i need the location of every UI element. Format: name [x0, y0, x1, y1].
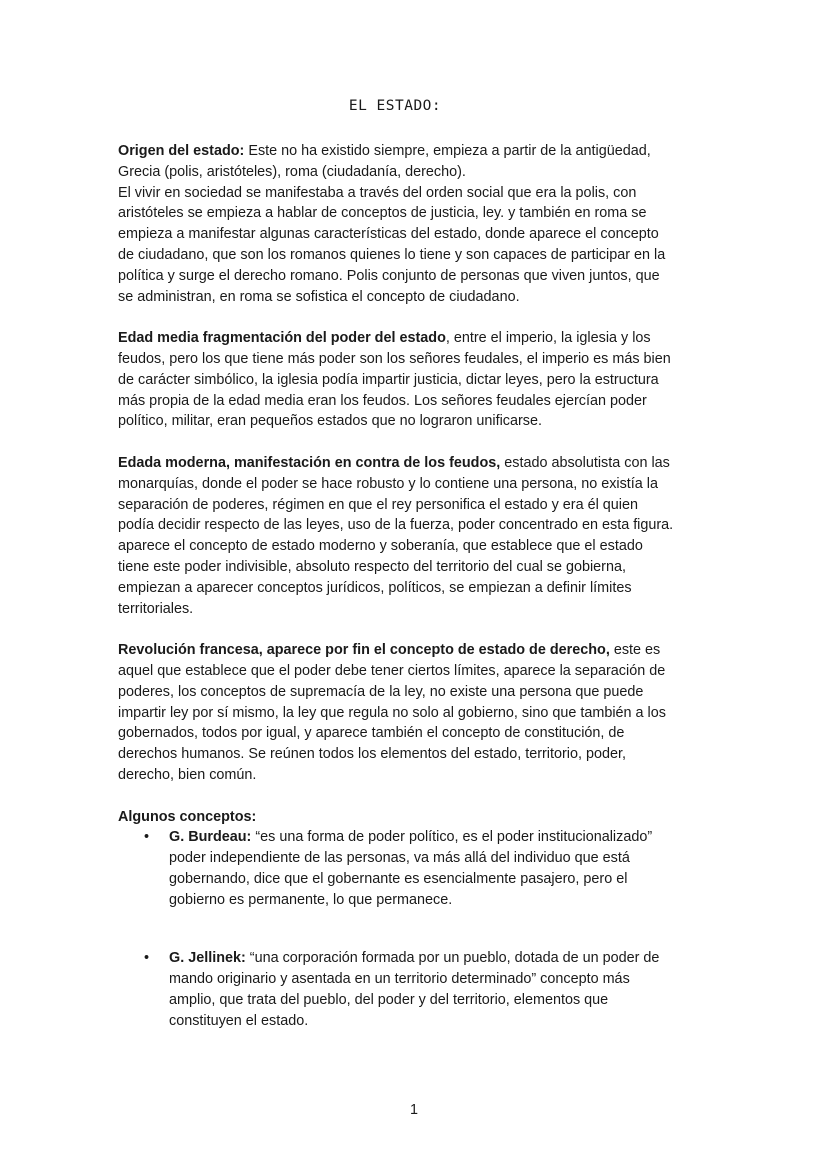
paragraph-lead: Revolución francesa, aparece por fin el concepto de estado de derecho, — [118, 642, 610, 659]
paragraph-text: Este no ha existido siempre, empieza a partir de la antigüedad, Grecia (polis, aristóteles), roma (ciudadanía, derecho). El vivir en sociedad se manifestaba a través del orden social que era la polis, con aristóteles se empieza a hablar de conceptos de justicia, ley. y también en roma se empieza a manifestar algunas características del estado, donde aparece el concepto de ciudadano, que son los romanos quienes lo tiene y son capaces de participar en la política y surge el derecho romano. Polis conjunto de personas que viven juntos, que se administran, en roma se sofistica el concepto de ciudadano. — [118, 143, 666, 305]
paragraph-text: este es aquel que establece que el poder debe tener ciertos límites, aparece la separación de poderes, los conceptos de supremacía de la ley, no existe una persona que puede impartir ley por sí mismo, la ley que regula no solo al gobierno, sino que también a los gobernados, todos por igual, y aparece también el concepto de constitución, de derechos humanos. Se reúnen todos los elementos del estado, territorio, poder, derecho, bien común. — [118, 642, 666, 783]
paragraph-origen — [118, 141, 718, 307]
document-body — [118, 141, 718, 1032]
page-number: 1 — [409, 1102, 418, 1118]
bullet-icon: • — [144, 950, 150, 967]
paragraph-text: estado absolutista con las monarquías, donde el poder se hace robusto y lo contiene una persona, no existía la separación de poderes, régimen en que el rey personifica el estado y era él quien podía decidir respecto de las leyes, uso de la fuerza, poder concentrado en esta figura. aparece el concepto de estado moderno y soberanía, que establece que el estado tiene este poder indivisible, absoluto respecto del territorio del cual se gobierna, empiezan a aparecer conceptos jurídicos, políticos, se empiezan a definir límites territoriales. — [118, 454, 674, 617]
concepts-list — [118, 827, 718, 1031]
concept-author: G. Burdeau: — [169, 829, 252, 846]
list-item — [118, 827, 718, 910]
paragraph-revolucion — [118, 640, 718, 786]
concept-author: G. Jellinek: — [169, 950, 246, 967]
paragraph-lead: Origen del estado: — [118, 143, 245, 159]
concept-text: “una corporación formada por un pueblo, dotada de un poder de mando originario y asentada en un territorio determinado” concepto más amplio, que trata del pueblo, del poder y del territorio, elementos que constituyen el estado. — [169, 950, 660, 1029]
concepts-heading: Algunos conceptos: — [118, 808, 257, 825]
concept-text: “es una forma de poder político, es el poder institucionalizado” poder independiente de las personas, va más allá del individuo que está gobernando, dice que el gobernante es esencialmente pasajero, pero el gobierno es permanente, lo que permanece. — [169, 829, 653, 908]
bullet-icon: • — [144, 829, 150, 846]
document-title: EL ESTADO: — [348, 98, 442, 114]
paragraph-edad-moderna — [118, 453, 718, 619]
paragraph-text: , entre el imperio, la iglesia y los feudos, pero los que tiene más poder son los señores feudales, el imperio es más bien de carácter simbólico, la iglesia podía impartir justicia, dictar leyes, pero la estructura más propia de la edad media eran los feudos. Los señores feudales ejercían poder político, militar, eran pequeños estados que no lograron unificarse. — [118, 330, 671, 430]
list-item — [118, 948, 718, 1031]
paragraph-edad-media — [118, 328, 718, 432]
paragraph-lead: Edad media fragmentación del poder del estado — [118, 330, 446, 347]
paragraph-lead: Edada moderna, manifestación en contra de los feudos, — [118, 454, 501, 471]
